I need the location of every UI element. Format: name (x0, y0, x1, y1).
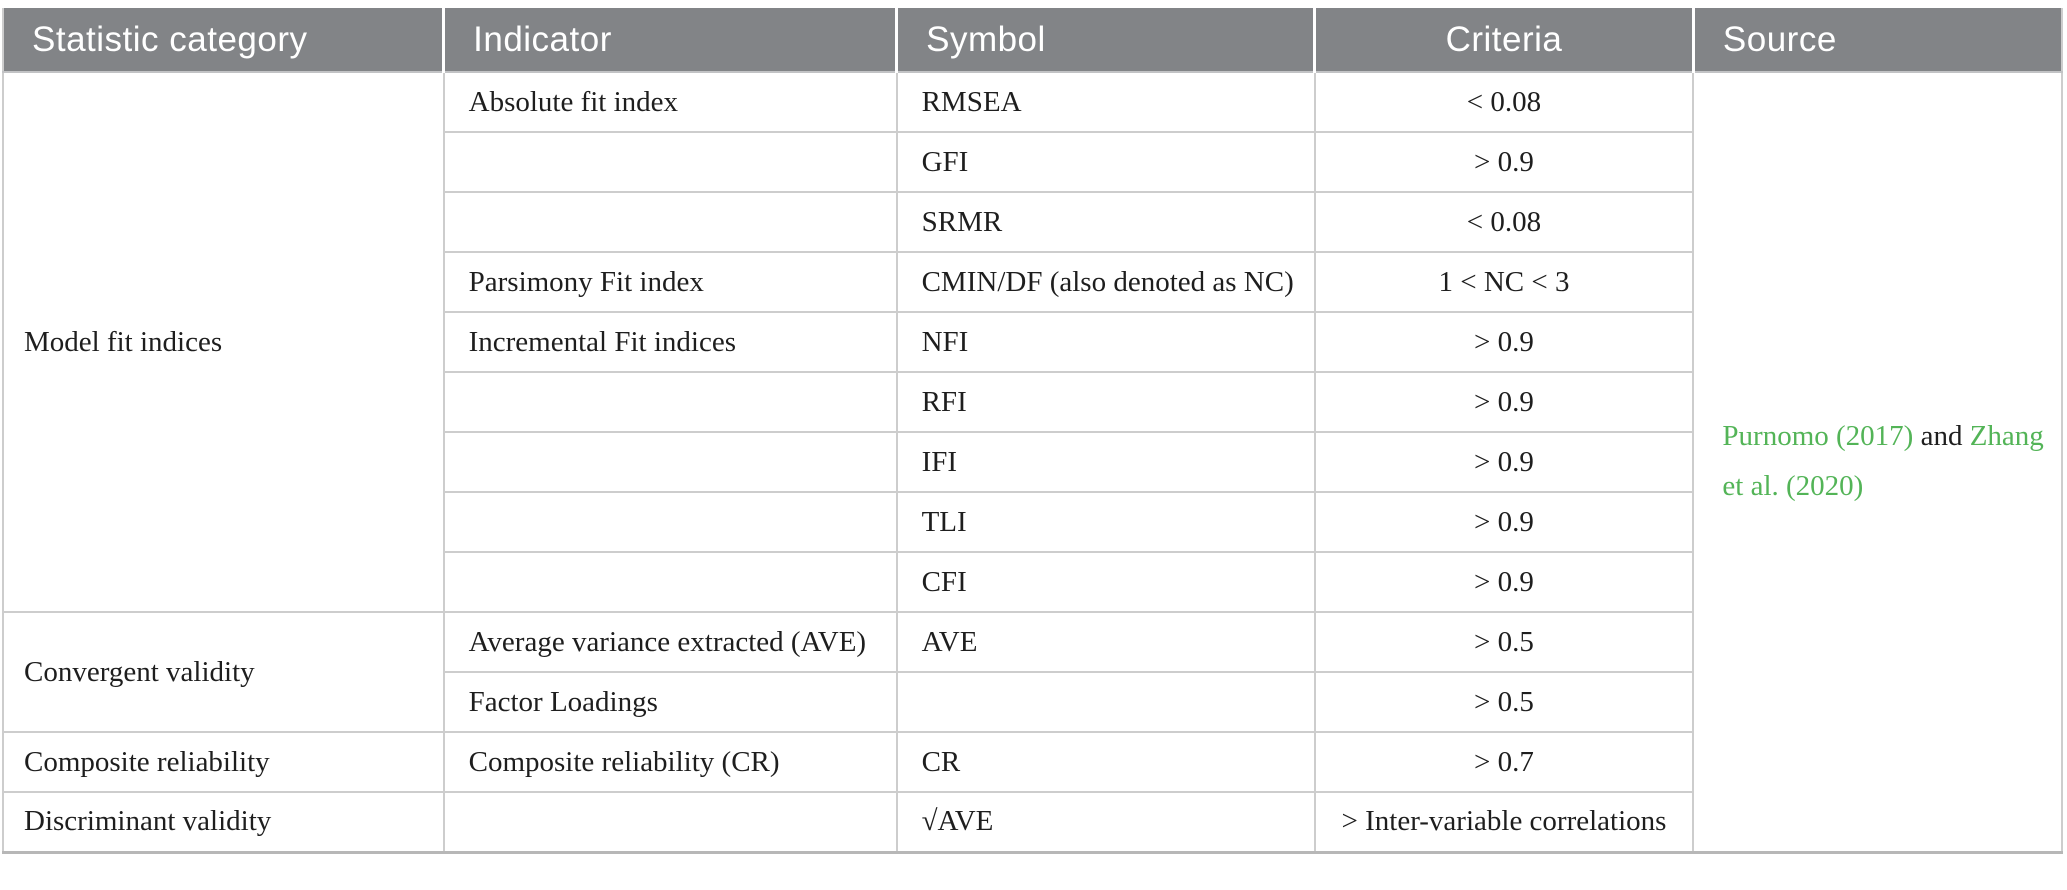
cell-symbol: RFI (897, 372, 1315, 432)
cell-symbol: CFI (897, 552, 1315, 612)
cell-indicator (444, 372, 897, 432)
cell-indicator: Parsimony Fit index (444, 252, 897, 312)
cell-indicator (444, 132, 897, 192)
cell-criteria: > 0.7 (1315, 732, 1694, 792)
statistics-criteria-table (2, 8, 2063, 854)
citation-link[interactable]: Zhang et al. (2020) (1722, 419, 2044, 502)
cell-criteria: > 0.9 (1315, 432, 1694, 492)
cell-indicator: Composite reliability (CR) (444, 732, 897, 792)
cell-symbol: AVE (897, 612, 1315, 672)
cell-criteria: > 0.5 (1315, 672, 1694, 732)
cell-criteria: > 0.9 (1315, 552, 1694, 612)
header-source: Source (1693, 8, 2062, 72)
cell-criteria: > 0.9 (1315, 492, 1694, 552)
cell-criteria: > 0.9 (1315, 132, 1694, 192)
cell-symbol: GFI (897, 132, 1315, 192)
cell-category: Discriminant validity (3, 792, 444, 852)
statistics-criteria-table-wrap (2, 8, 2063, 854)
cell-symbol: NFI (897, 312, 1315, 372)
header-indicator: Indicator (444, 8, 897, 72)
cell-indicator (444, 552, 897, 612)
cell-indicator: Average variance extracted (AVE) (444, 612, 897, 672)
cell-criteria: > 0.9 (1315, 372, 1694, 432)
cell-symbol (897, 672, 1315, 732)
cell-category: Model fit indices (3, 72, 444, 612)
cell-symbol: TLI (897, 492, 1315, 552)
cell-criteria: < 0.08 (1315, 72, 1694, 132)
citation-link[interactable]: Purnomo (2017) (1722, 419, 1914, 452)
cell-symbol: SRMR (897, 192, 1315, 252)
cell-criteria: > 0.9 (1315, 312, 1694, 372)
cell-category: Convergent validity (3, 612, 444, 732)
cell-criteria: < 0.08 (1315, 192, 1694, 252)
cell-indicator: Incremental Fit indices (444, 312, 897, 372)
cell-source (1693, 72, 2062, 852)
cell-indicator (444, 432, 897, 492)
table-header (3, 8, 2062, 72)
header-criteria: Criteria (1315, 8, 1694, 72)
table-row (3, 72, 2062, 132)
cell-criteria: > 0.5 (1315, 612, 1694, 672)
cell-symbol: CMIN/DF (also denoted as NC) (897, 252, 1315, 312)
cell-symbol: RMSEA (897, 72, 1315, 132)
cell-indicator: Factor Loadings (444, 672, 897, 732)
cell-indicator (444, 792, 897, 852)
cell-symbol: IFI (897, 432, 1315, 492)
table-body (3, 72, 2062, 852)
cell-criteria: > Inter-variable correlations (1315, 792, 1694, 852)
cell-indicator (444, 192, 897, 252)
cell-symbol: CR (897, 732, 1315, 792)
cell-criteria: 1 < NC < 3 (1315, 252, 1694, 312)
source-text: and (1913, 419, 1970, 452)
cell-indicator (444, 492, 897, 552)
header-statistic-category: Statistic category (3, 8, 444, 72)
cell-category: Composite reliability (3, 732, 444, 792)
header-row (3, 8, 2062, 72)
header-symbol: Symbol (897, 8, 1315, 72)
cell-symbol: √AVE (897, 792, 1315, 852)
cell-indicator: Absolute fit index (444, 72, 897, 132)
